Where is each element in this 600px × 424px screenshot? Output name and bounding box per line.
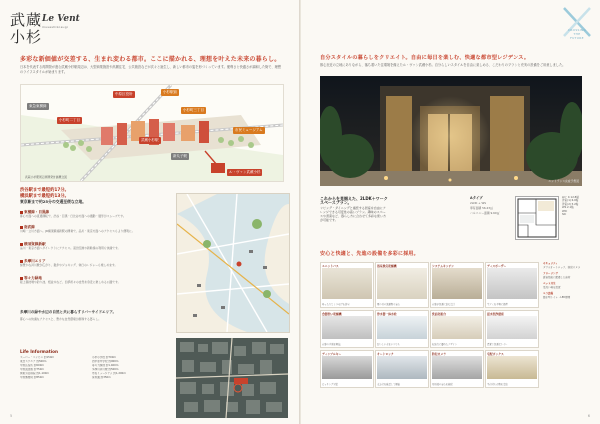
aerial-photo-graphic (176, 338, 288, 418)
feature-card (375, 262, 429, 308)
item-4-body: 緑豊かな河川敷が広がり、散歩やジョギング、休日のレジャーも楽しめます。 (20, 263, 118, 267)
feature-text: 家事の手間を軽減 (322, 343, 341, 346)
feature-image (377, 268, 427, 299)
feature-text: 生ゴミを手軽に処理 (487, 303, 508, 306)
feature-image (432, 316, 482, 339)
map-label-property: ル・ヴァン武蔵小杉 (229, 170, 261, 174)
side-item-body: 足洗い場を設置 (543, 285, 561, 289)
item-1-body: 都心方面への直通運転で、渋谷・目黒・日比谷方面への通勤・通学がスムーズです。 (20, 214, 126, 218)
floorplan-spec: 2LDK + WS (470, 201, 486, 205)
entrance-photo-graphic (320, 76, 582, 186)
features-headline: 安心と快適と、先進の設備を多彩に採用。 (320, 251, 419, 257)
life-row: 中原郵便局 約850m (20, 376, 44, 379)
feature-title: ディスポーザー (487, 264, 507, 268)
right-page-number: 6 (587, 414, 590, 418)
life-row: 多摩川河川敷 約500m (92, 368, 119, 371)
right-intro: 都心至近の立地にありながら、落ち着いた住環境を備えたル・ヴァン武蔵小杉。自分らしいスタイルを自由に楽しめる、こだわりのプランと充実の設備をご用意しました。 (320, 63, 566, 67)
item-3-head: 横須賀線新駅 (20, 242, 170, 247)
life-row: 保育園 約350m (92, 376, 111, 379)
floorplan-name: Aタイプ (470, 196, 483, 200)
feature-image (487, 316, 537, 339)
feature-text: 収納力に優れたデザイン (432, 343, 458, 346)
feature-text: 家事が快適に進む設計 (432, 303, 455, 306)
feature-image (432, 268, 482, 299)
feature-card (430, 310, 484, 348)
item-1-head: 東横線・目黒線 (20, 210, 170, 215)
life-info-title: Life Information (20, 349, 59, 354)
logo-brand: Le Vent (42, 14, 80, 24)
floorplan-graphic (516, 197, 558, 239)
feature-title: 温水洗浄便座 (487, 312, 504, 316)
feature-image (432, 356, 482, 379)
access-line-3: 東京駅まで約25分の交通至便な立地。 (20, 199, 87, 204)
feature-image (322, 268, 372, 299)
item-5-head: 等々力緑地 (20, 276, 170, 281)
feature-title: 浴室換気乾燥機 (377, 264, 397, 268)
feature-card (485, 310, 539, 348)
riverside-head: 多摩川の緑や水辺の自然と共に暮らすリバーサイドエリア。 (20, 310, 117, 314)
feature-image (322, 316, 372, 339)
plan-title: これからを見据えた、2LDK＋ワークスペースプラン。 (320, 196, 388, 205)
plan-body: リビング・ダイニングと連続する居室を自由にアレンジできる可変性の高いプラン。趣味のスペースや書斎など、暮らし方に合わせて多彩な使い方が可能です。 (320, 206, 387, 222)
feature-card (320, 262, 374, 308)
map-label-ward-office: 中原区役所 (115, 92, 133, 96)
life-row: 中原図書館 約750m (20, 368, 44, 371)
area-map (176, 193, 290, 333)
feature-text: 不在時も荷物を受取 (487, 383, 508, 386)
life-row: スーパー・コンビニ 約150m (20, 356, 54, 359)
life-row: 西中原中学校 約900m (92, 360, 119, 363)
legend-item: 洋室(1) 6.0帖 (562, 199, 579, 203)
feature-text: ピッキング対策 (322, 383, 338, 386)
feature-card (485, 350, 539, 388)
feature-title: 食器洗い乾燥機 (322, 312, 342, 316)
left-page (0, 0, 299, 424)
life-row: 東急スクエア 約500m (20, 360, 47, 363)
left-page-number: 5 (10, 414, 13, 418)
item-3-body: 品川・東京方面へダイレクトにアクセス。羽田空港や新幹線の利用も快適です。 (20, 246, 121, 250)
life-info-column-2 (92, 356, 152, 380)
feature-image (377, 356, 427, 379)
map-label-3chome: 小杉町三丁目 (183, 108, 204, 112)
crossing-future-text: CROSSING THE FUTURE (567, 28, 587, 40)
life-row: 関東労災病院 約1,100m (20, 372, 49, 375)
map-label-ekimae: 小杉駅前 (163, 90, 177, 94)
item-2-head: 南武線 (20, 225, 170, 230)
side-item-body: 遮音性能に配慮した床材 (543, 275, 571, 279)
feature-text: 清潔で快適なトイレ (487, 343, 508, 346)
feature-image (487, 268, 537, 299)
side-feature-list (543, 262, 593, 299)
riverside-body: 都心への快適なアクセスと、豊かな自然環境が調和する暮らし。 (20, 317, 102, 321)
feature-text: おいしい水をいつでも (377, 343, 400, 346)
life-row: 中原区役所 約600m (20, 364, 44, 367)
logo-title: 武蔵 小杉 (10, 11, 43, 46)
side-item-body: ダブルオートロック、防犯カメラ (543, 265, 581, 269)
feature-card (320, 350, 374, 388)
legend-item: 洋室(2) 5.2帖 (562, 202, 579, 206)
map-label-station: 武蔵小杉駅 (141, 138, 159, 142)
feature-text: 雨の日の洗濯物も安心 (377, 303, 400, 306)
feature-title: システムキッチン (432, 264, 454, 268)
floorplan-legend (562, 196, 596, 216)
side-item-head: セキュリティ (543, 262, 558, 265)
legend-item: WIC (562, 209, 568, 213)
map-label-shinmaruko: 新丸子駅 (173, 154, 187, 158)
access-line-2: 横浜駅まで最短約13分。 (20, 194, 69, 199)
feature-text: 来訪者を確認して解錠 (377, 383, 400, 386)
map-label-2chome: 小杉町二丁目 (59, 118, 80, 122)
logo-brand-sub: musashikosugi (42, 25, 69, 29)
redevelopment-map (20, 84, 284, 182)
entrance-photo (320, 76, 582, 186)
life-info-column-1 (20, 356, 70, 380)
left-intro: 日本を代表する再開発が進む武蔵小杉駅周辺は、大型商業施設や高層住宅、公共施設などが次々と誕生し、新しい都市の姿を形づくっています。便利さと快適さが調和した街で、理想のライフスタイルが始まります。 (20, 65, 281, 74)
legend-item: WS 2.1帖 (562, 206, 574, 210)
floorplan-area: 専有面積 56.23㎡ (470, 206, 493, 210)
legend-item: LD・K 12.8帖 (562, 196, 579, 199)
life-row: 小杉小学校 約700m (92, 356, 116, 359)
feature-title: 洗面化粧台 (432, 312, 446, 316)
side-item-head: フローリング (543, 272, 558, 275)
feature-card (430, 350, 484, 388)
map-label-toyoko: 東急東横線 (29, 104, 47, 108)
photo-caption: エントランス完成予想図 (548, 179, 579, 184)
feature-image (377, 316, 427, 339)
feature-image (487, 356, 537, 379)
feature-title: 宅配ボックス (487, 352, 504, 356)
item-5-body: 陸上競技場や釣り池、桜並木など、四季折々の自然を身近に楽しめる公園です。 (20, 280, 121, 284)
item-2-body: 川崎・立川方面へ。JR横須賀線新駅の開業で、品川・東京方面へのアクセスもより便利に。 (20, 229, 135, 233)
feature-title: オートロック (377, 352, 394, 356)
map-caption: 武蔵小杉駅周辺再開発計画概念図 (25, 175, 67, 179)
floorplan-drawing (515, 196, 559, 240)
feature-card (485, 262, 539, 308)
map-label-museum: 市民ミュージアム (235, 128, 263, 132)
feature-title: ディンプルキー (322, 352, 342, 356)
feature-title: 浄水器一体水栓 (377, 312, 397, 316)
aerial-photo (176, 338, 288, 418)
area-map-graphic (177, 194, 289, 332)
feature-title: 防犯カメラ (432, 352, 446, 356)
plan-description (320, 197, 388, 222)
right-headline: 自分スタイルの暮らしをクリエイト。自由に毎日を楽しむ、快適な都市型レジデンス。 (320, 55, 530, 61)
life-row: 等々力緑地 約1,400m (92, 364, 119, 367)
feature-image (322, 356, 372, 379)
feature-card (430, 262, 484, 308)
feature-title: ユニットバス (322, 264, 339, 268)
feature-text: 共用部の安心を確保 (432, 383, 453, 386)
side-item-head: ペット共生 (543, 282, 556, 285)
life-row: 市民ミュージアム 約1,200m (92, 372, 126, 375)
left-headline: 多彩な新価値が交差する、生まれ変わる都市。ここに描かれる、理想を叶えた未来の暮らし。 (20, 56, 281, 63)
feature-text: ゆったりとくつろげる浴室 (322, 303, 350, 306)
feature-card (320, 310, 374, 348)
side-item-head: エコ設備 (543, 292, 554, 295)
item-4-head: 多摩川エリア (20, 259, 170, 264)
feature-card (375, 350, 429, 388)
feature-card (375, 310, 429, 348)
legend-item: SIC (562, 213, 567, 217)
floorplan-balcony: バルコニー面積 9.60㎡ (470, 211, 500, 215)
side-item-body: 節水型トイレ・LED照明 (543, 295, 571, 299)
access-line-1: 渋谷駅まで最短約17分。 (20, 188, 69, 193)
